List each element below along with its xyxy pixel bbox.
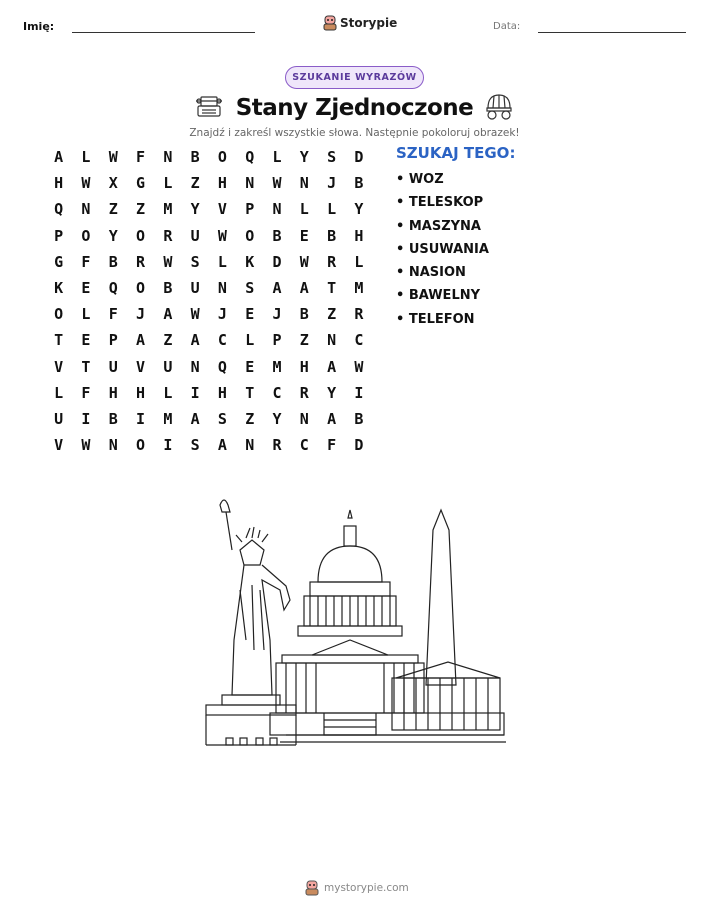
grid-letter[interactable]: H bbox=[299, 357, 309, 376]
grid-letter[interactable]: D bbox=[354, 436, 364, 455]
grid-row bbox=[45, 275, 373, 301]
grid-letter[interactable]: D bbox=[354, 148, 364, 167]
grid-letter[interactable]: O bbox=[136, 436, 146, 455]
grid-letter[interactable]: H bbox=[354, 226, 364, 245]
grid-letter[interactable]: B bbox=[108, 252, 118, 271]
grid-letter[interactable]: T bbox=[245, 383, 255, 402]
grid-letter[interactable]: J bbox=[217, 305, 227, 324]
grid-letter[interactable]: G bbox=[136, 174, 146, 193]
activity-badge: SZUKANIE WYRAZÓW bbox=[285, 66, 424, 89]
date-label: Data: bbox=[493, 21, 521, 32]
grid-letter[interactable]: F bbox=[108, 305, 118, 324]
grid-letter[interactable]: R bbox=[163, 226, 173, 245]
grid-letter[interactable]: K bbox=[54, 279, 64, 298]
word-search-grid[interactable] bbox=[45, 144, 373, 458]
grid-letter[interactable]: D bbox=[272, 252, 282, 271]
grid-letter[interactable]: B bbox=[327, 226, 337, 245]
grid-letter[interactable]: B bbox=[272, 226, 282, 245]
grid-letter[interactable]: B bbox=[163, 279, 173, 298]
grid-letter[interactable]: B bbox=[354, 409, 364, 428]
word-list-item: • NASION bbox=[396, 265, 466, 281]
grid-letter[interactable]: E bbox=[245, 305, 255, 324]
grid-letter[interactable]: T bbox=[327, 279, 337, 298]
grid-letter[interactable]: S bbox=[190, 252, 200, 271]
grid-letter[interactable]: Z bbox=[190, 174, 200, 193]
grid-letter[interactable]: A bbox=[327, 357, 337, 376]
grid-letter[interactable]: Q bbox=[245, 148, 255, 167]
grid-letter[interactable]: R bbox=[327, 252, 337, 271]
grid-row bbox=[45, 406, 373, 432]
grid-letter[interactable]: Q bbox=[54, 200, 64, 219]
grid-letter[interactable]: I bbox=[136, 409, 146, 428]
grid-letter[interactable]: O bbox=[54, 305, 64, 324]
word-list-item: • TELESKOP bbox=[396, 195, 484, 211]
grid-row bbox=[45, 249, 373, 275]
grid-letter[interactable]: O bbox=[245, 226, 255, 245]
grid-letter[interactable]: L bbox=[327, 200, 337, 219]
grid-letter[interactable]: M bbox=[354, 279, 364, 298]
grid-letter[interactable]: M bbox=[163, 409, 173, 428]
storypie-mascot-icon bbox=[323, 15, 337, 31]
grid-row bbox=[45, 327, 373, 353]
grid-letter[interactable]: O bbox=[136, 279, 146, 298]
page-title: Stany Zjednoczone bbox=[235, 95, 474, 121]
grid-letter[interactable]: F bbox=[81, 383, 91, 402]
name-label: Imię: bbox=[23, 20, 55, 33]
grid-letter[interactable]: M bbox=[163, 200, 173, 219]
grid-letter[interactable]: A bbox=[190, 409, 200, 428]
grid-letter[interactable]: E bbox=[81, 331, 91, 350]
date-line[interactable] bbox=[538, 32, 686, 33]
grid-letter[interactable]: N bbox=[299, 409, 309, 428]
grid-letter[interactable]: Q bbox=[217, 357, 227, 376]
grid-letter[interactable]: Z bbox=[245, 409, 255, 428]
grid-letter[interactable]: N bbox=[163, 148, 173, 167]
word-list-title: SZUKAJ TEGO: bbox=[396, 144, 516, 162]
word-list-item: • WOZ bbox=[396, 172, 444, 187]
grid-letter[interactable]: P bbox=[272, 331, 282, 350]
grid-letter[interactable]: F bbox=[81, 252, 91, 271]
storypie-mascot-icon bbox=[305, 880, 319, 896]
grid-letter[interactable]: T bbox=[81, 357, 91, 376]
brand-logo bbox=[323, 13, 397, 33]
grid-letter[interactable]: U bbox=[190, 226, 200, 245]
grid-letter[interactable]: W bbox=[190, 305, 200, 324]
grid-letter[interactable]: R bbox=[136, 252, 146, 271]
grid-letter[interactable]: U bbox=[108, 357, 118, 376]
grid-row bbox=[45, 354, 373, 380]
grid-letter[interactable]: A bbox=[217, 436, 227, 455]
grid-row bbox=[45, 223, 373, 249]
grid-row bbox=[45, 301, 373, 327]
grid-row bbox=[45, 196, 373, 222]
grid-letter[interactable]: N bbox=[190, 357, 200, 376]
word-list-item: • MASZYNA bbox=[396, 218, 481, 234]
grid-letter[interactable]: L bbox=[163, 383, 173, 402]
grid-letter[interactable]: S bbox=[190, 436, 200, 455]
grid-letter[interactable]: O bbox=[81, 226, 91, 245]
grid-letter[interactable]: C bbox=[217, 331, 227, 350]
grid-letter[interactable]: E bbox=[299, 226, 309, 245]
grid-letter[interactable]: W bbox=[81, 436, 91, 455]
grid-letter[interactable]: B bbox=[190, 148, 200, 167]
grid-letter[interactable]: V bbox=[217, 200, 227, 219]
grid-letter[interactable]: H bbox=[217, 174, 227, 193]
grid-letter[interactable]: Y bbox=[299, 148, 309, 167]
grid-letter[interactable]: Y bbox=[190, 200, 200, 219]
grid-letter[interactable]: V bbox=[54, 436, 64, 455]
instructions: Znajdź i zakreśl wszystkie słowa. Następnie pokoloruj obrazek! bbox=[189, 127, 520, 139]
grid-letter[interactable]: R bbox=[299, 383, 309, 402]
grid-letter[interactable]: N bbox=[245, 436, 255, 455]
grid-letter[interactable]: L bbox=[272, 148, 282, 167]
brand-name: Storypie bbox=[340, 16, 398, 30]
grid-letter[interactable]: P bbox=[108, 331, 118, 350]
grid-letter[interactable]: E bbox=[81, 279, 91, 298]
grid-letter[interactable]: L bbox=[54, 383, 64, 402]
grid-letter[interactable]: O bbox=[136, 226, 146, 245]
grid-letter[interactable]: H bbox=[136, 383, 146, 402]
grid-letter[interactable]: I bbox=[81, 409, 91, 428]
grid-letter[interactable]: K bbox=[245, 252, 255, 271]
grid-letter[interactable]: J bbox=[327, 174, 337, 193]
grid-letter[interactable]: G bbox=[54, 252, 64, 271]
word-list-item: • TELEFON bbox=[396, 311, 475, 327]
grid-letter[interactable]: Z bbox=[108, 200, 118, 219]
grid-letter[interactable]: N bbox=[108, 436, 118, 455]
grid-letter[interactable]: A bbox=[54, 148, 64, 167]
grid-letter[interactable]: U bbox=[190, 279, 200, 298]
word-list bbox=[396, 170, 489, 333]
grid-letter[interactable]: L bbox=[354, 252, 364, 271]
usa-landmarks-illustration bbox=[200, 490, 510, 750]
grid-letter[interactable]: Y bbox=[272, 409, 282, 428]
grid-letter[interactable]: Y bbox=[354, 200, 364, 219]
grid-letter[interactable]: A bbox=[327, 409, 337, 428]
grid-letter[interactable]: Y bbox=[108, 226, 118, 245]
grid-letter[interactable]: B bbox=[354, 174, 364, 193]
grid-letter[interactable]: A bbox=[163, 305, 173, 324]
grid-letter[interactable]: U bbox=[54, 409, 64, 428]
grid-letter[interactable]: U bbox=[163, 357, 173, 376]
grid-letter[interactable]: X bbox=[108, 174, 118, 193]
grid-letter[interactable]: Y bbox=[327, 383, 337, 402]
grid-letter[interactable]: L bbox=[299, 200, 309, 219]
name-line[interactable] bbox=[72, 32, 255, 33]
word-list-item: • BAWELNY bbox=[396, 288, 481, 304]
grid-letter[interactable]: W bbox=[354, 357, 364, 376]
grid-letter[interactable]: A bbox=[190, 331, 200, 350]
grid-letter[interactable]: L bbox=[245, 331, 255, 350]
grid-letter[interactable]: Z bbox=[163, 331, 173, 350]
grid-letter[interactable]: N bbox=[299, 174, 309, 193]
grid-letter[interactable]: R bbox=[354, 305, 364, 324]
grid-letter[interactable]: L bbox=[81, 305, 91, 324]
grid-letter[interactable]: T bbox=[54, 331, 64, 350]
grid-letter[interactable]: P bbox=[245, 200, 255, 219]
grid-letter[interactable]: H bbox=[217, 383, 227, 402]
grid-letter[interactable]: A bbox=[299, 279, 309, 298]
grid-letter[interactable]: Q bbox=[108, 279, 118, 298]
grid-row bbox=[45, 144, 373, 170]
grid-letter[interactable]: C bbox=[272, 383, 282, 402]
grid-letter[interactable]: S bbox=[245, 279, 255, 298]
grid-letter[interactable]: H bbox=[108, 383, 118, 402]
grid-letter[interactable]: W bbox=[217, 226, 227, 245]
grid-letter[interactable]: N bbox=[217, 279, 227, 298]
grid-row bbox=[45, 170, 373, 196]
footer-url[interactable]: mystorypie.com bbox=[324, 882, 409, 894]
grid-letter[interactable]: A bbox=[136, 331, 146, 350]
grid-row bbox=[45, 432, 373, 458]
grid-letter[interactable]: B bbox=[299, 305, 309, 324]
grid-letter[interactable]: O bbox=[217, 148, 227, 167]
grid-letter[interactable]: A bbox=[272, 279, 282, 298]
grid-letter[interactable]: W bbox=[81, 174, 91, 193]
grid-letter[interactable]: I bbox=[190, 383, 200, 402]
grid-letter[interactable]: V bbox=[136, 357, 146, 376]
grid-letter[interactable]: E bbox=[245, 357, 255, 376]
word-list-item: • USUWANIA bbox=[396, 241, 489, 257]
grid-letter[interactable]: L bbox=[81, 148, 91, 167]
grid-letter[interactable]: F bbox=[136, 148, 146, 167]
grid-letter[interactable]: N bbox=[81, 200, 91, 219]
grid-letter[interactable]: V bbox=[54, 357, 64, 376]
grid-letter[interactable]: N bbox=[272, 200, 282, 219]
grid-letter[interactable]: C bbox=[354, 331, 364, 350]
grid-letter[interactable]: J bbox=[272, 305, 282, 324]
grid-letter[interactable]: W bbox=[163, 252, 173, 271]
grid-row bbox=[45, 380, 373, 406]
covered-wagon-icon bbox=[484, 92, 514, 120]
grid-letter[interactable]: I bbox=[354, 383, 364, 402]
grid-letter[interactable]: Z bbox=[136, 200, 146, 219]
grid-letter[interactable]: C bbox=[299, 436, 309, 455]
grid-letter[interactable]: S bbox=[327, 148, 337, 167]
grid-letter[interactable]: Z bbox=[299, 331, 309, 350]
grid-letter[interactable]: M bbox=[272, 357, 282, 376]
grid-letter[interactable]: Z bbox=[327, 305, 337, 324]
grid-letter[interactable]: L bbox=[163, 174, 173, 193]
grid-letter[interactable]: W bbox=[272, 174, 282, 193]
grid-letter[interactable]: P bbox=[54, 226, 64, 245]
grid-letter[interactable]: N bbox=[327, 331, 337, 350]
grid-letter[interactable]: R bbox=[272, 436, 282, 455]
grid-letter[interactable]: W bbox=[299, 252, 309, 271]
grid-letter[interactable]: F bbox=[327, 436, 337, 455]
grid-letter[interactable]: H bbox=[54, 174, 64, 193]
grid-letter[interactable]: S bbox=[217, 409, 227, 428]
grid-letter[interactable]: B bbox=[108, 409, 118, 428]
grid-letter[interactable]: W bbox=[108, 148, 118, 167]
grid-letter[interactable]: I bbox=[163, 436, 173, 455]
grid-letter[interactable]: L bbox=[217, 252, 227, 271]
footer bbox=[305, 878, 409, 898]
grid-letter[interactable]: N bbox=[245, 174, 255, 193]
grid-letter[interactable]: J bbox=[136, 305, 146, 324]
